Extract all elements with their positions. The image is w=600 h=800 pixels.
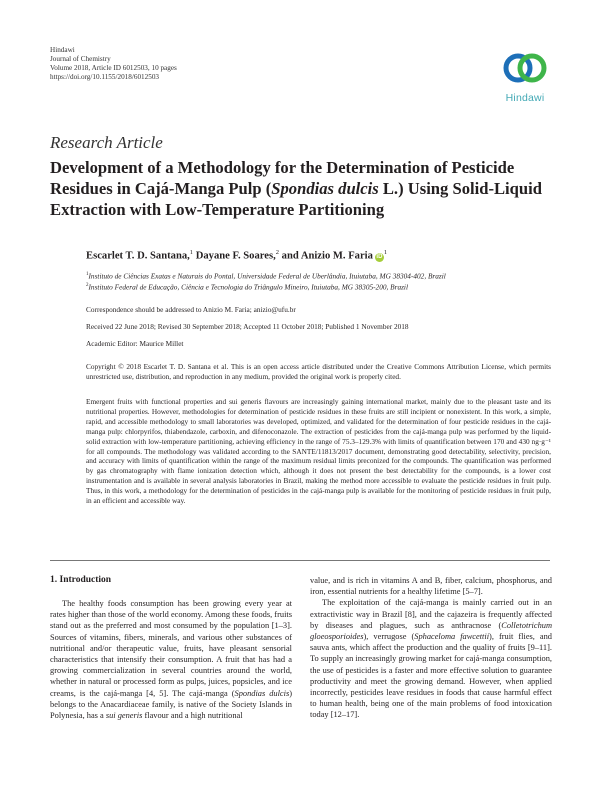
text-run: ) belongs to the Anacardiaceae family, is native of the Society Islands in Polynesia, has a — [50, 688, 292, 721]
author-name: and Anizio M. Faria — [281, 250, 373, 262]
title-species: Spondias dulcis — [271, 179, 379, 198]
academic-editor: Academic Editor: Maurice Millet — [86, 339, 184, 348]
doi-link[interactable]: https://doi.org/10.1155/2018/6012503 — [50, 73, 160, 81]
aff-num: 2 — [86, 283, 89, 288]
text-run: sui generis — [105, 711, 143, 721]
paragraph — [310, 597, 552, 720]
volume-info: Volume 2018, Article ID 6012503, 10 pages — [50, 64, 177, 72]
journal-name: Journal of Chemistry — [50, 55, 111, 63]
correspondence: Correspondence should be addressed to Anizio M. Faria; anizio@ufu.br — [86, 305, 296, 314]
body-column-left — [50, 598, 292, 721]
text-run: Spondias dulcis — [234, 688, 290, 698]
aff-text: Instituto de Ciências Exatas e Naturais do Pontal, Universidade Federal de Uberlândia, Ituiutaba, MG 38304-402, Brazil — [88, 271, 446, 281]
paragraph — [50, 598, 292, 721]
divider — [50, 560, 550, 561]
author-name: Escarlet T. D. Santana, — [86, 250, 190, 262]
text-run: ), verrugose ( — [363, 632, 415, 642]
aff-text: Instituto Federal de Educação, Ciência e Tecnologia do Triângulo Mineiro, Ituiutaba, MG 38305-200, Brazil — [88, 282, 408, 292]
hindawi-logo-icon — [500, 48, 550, 90]
abstract: Emergent fruits with functional properties and sui generis flavours are increasingly gaining international market, mainly due to the pleasant taste and its nutritional properties. However, methodologies for determination of pesticide residues in these fruits are still incipient or nonexistent. In this work, a simple, rapid, and accessible methodology to small laboratories was developed, optimized, and validated for the determination of four pesticide residues in the cajá-manga pulp: chlorpyrifos, thiabendazole, carboxin, and difenoconazole. The extraction of pesticides from the cajá-manga pulp was performed by the liquid-solid extraction with low-temperature partitioning, achieving efficiency in the range of 75.3–129.3% with limits of quantification between 170 and 430 ng·g⁻¹ for all compounds. The methodology was validated according to the SANTE/11813/2017 document, demonstrating good detectability, selectivity, precision, and accuracy with limits of quantification within the range of the maximum residual limits preconized for the compounds. The quantification was performed by gas chromatography with flame ionization detection which, although it does not present the best detectability for the compounds, is a lower cost instrumentation and is available in several analysis laboratories in Brazil, making the method more accessible to evaluate the pesticide residues in fruit pulp. Thus, in this work, a methodology for the determination of pesticides in the cajá-manga pulp is available for the monitoring of pesticide residues in fruit pulp, in an efficient and accessible way. — [86, 397, 551, 506]
author-name: Dayane F. Soares, — [195, 250, 276, 262]
author-aff: 1 — [189, 249, 194, 256]
body-column-right — [310, 575, 552, 721]
title-part-2: L.) Using Solid-Liquid Extraction with Low-Temperature Partitioning — [50, 179, 542, 219]
author-list — [86, 249, 387, 262]
article-dates: Received 22 June 2018; Revised 30 September 2018; Accepted 11 October 2018; Published 1 November 2018 — [86, 322, 409, 331]
hindawi-logo — [496, 48, 554, 104]
text-run: The exploitation of the cajá-manga is mainly carried out in an extractivistic way in Brazil [8], and the cajazeira is frequently affected by diseases and plagues, such as anthracnose ( — [310, 598, 552, 630]
text-run: ), fruit flies, and sauva ants, which affect the production and the quality of fruits [9–11]. To supply an increasingly growing market for cajá-manga consumption, the use of pesticides is a faster and more effective solution to guarantee productivity and meet the growing demand. However, when applied incorrectly, pesticides leave residues in foods that cause harmful effect to human health, being one of the main problems of food intoxication today [12–17]. — [310, 632, 552, 720]
affiliation — [86, 270, 551, 281]
orcid-icon[interactable]: iD — [376, 253, 383, 260]
text-run: Colletotrichum gloeosporioides — [310, 620, 552, 642]
author-aff: 2 — [275, 249, 280, 256]
journal-header — [50, 46, 177, 82]
title-part-1: Development of a Methodology for the Determination of Pesticide Residues in Cajá-Manga Pulp ( — [50, 158, 515, 198]
logo-text: Hindawi — [505, 92, 545, 104]
copyright-notice: Copyright © 2018 Escarlet T. D. Santana et al. This is an open access article distributed under the Creative Commons Attribution License, which permits unrestricted use, distribution, and reproduction in any medium, provided the original work is properly cited. — [86, 362, 551, 381]
author-aff: 1 — [383, 249, 388, 256]
text-run: The healthy foods consumption has been growing every year at rates higher than those of the world economy. Among these foods, fruits stand out as the preferred and most consumed by the population [1–3]. Sources of vitamins, fibers, minerals, and various other substances of nutritional and/or therapeutic value, fruits, have pleasant sensorial characteristics that intensify their consumption. A fruit that has had a growing commercialization in several countries around the world, whether in natural or processed form as pulps, juices, popsicles, and ice creams, is the cajá-manga [4, 5]. The cajá-manga ( — [50, 599, 292, 698]
article-title — [50, 157, 560, 220]
publisher-name: Hindawi — [50, 46, 75, 54]
affiliation — [86, 281, 551, 292]
text-run: flavour and a high nutritional — [142, 711, 243, 721]
text-run: Sphaceloma fawcettii — [414, 632, 490, 642]
article-type: Research Article — [50, 133, 163, 152]
paragraph: value, and is rich in vitamins A and B, fiber, calcium, phosphorus, and iron, essential nutrients for a healthy lifetime [5–7]. — [310, 576, 552, 597]
aff-num: 1 — [86, 272, 89, 277]
section-heading: 1. Introduction — [50, 575, 112, 585]
